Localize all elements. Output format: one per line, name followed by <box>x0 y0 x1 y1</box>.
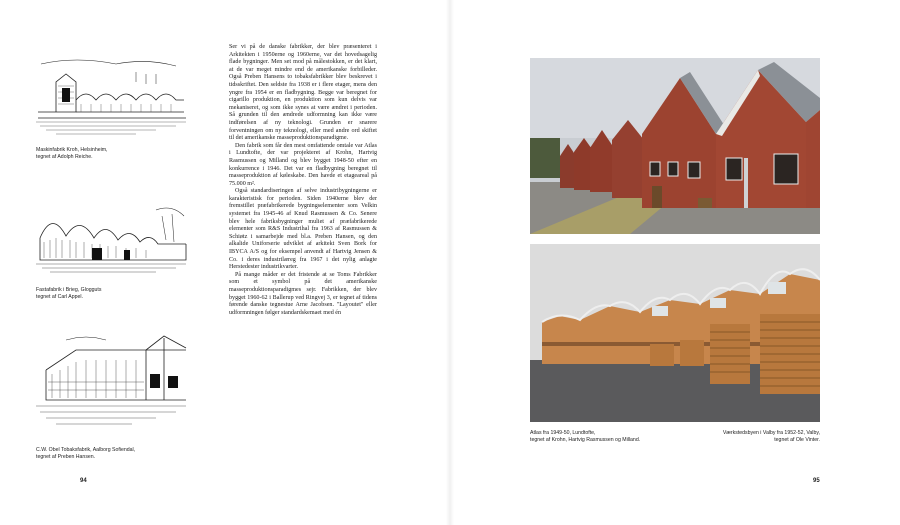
caption-line: tegnet af Preben Hansen. <box>36 454 96 461</box>
caption-1 <box>36 147 196 162</box>
photo-vaerkstedsbyen <box>530 244 820 422</box>
caption-line: Atlas fra 1949-50, Lundtofte, <box>530 430 596 436</box>
caption-line: tegnet af Adolph Reiche. <box>36 154 93 161</box>
caption-line: tegnet af Carl Appel. <box>36 294 84 301</box>
caption-vaerkstedsbyen <box>700 430 820 445</box>
caption-line: tegnet af Krohn, Hartvig Rasmussen og Milland. <box>530 437 641 444</box>
caption-line: C.W. Obel Tobaksfabrik, Aalborg Sofiendal, <box>36 447 136 453</box>
sketch-maskinfabrik <box>36 52 188 142</box>
photo-atlas <box>530 58 820 234</box>
caption-atlas <box>530 430 640 445</box>
body-text <box>229 44 377 317</box>
caption-2 <box>36 287 196 302</box>
caption-3 <box>36 447 196 462</box>
body-paragraph: Den fabrik som får den mest omfattende omtale var Atlas i Lundtofte, der var projekteret af Krohn, Hartvig Rasmussen og Milland og blev bygget 1948-50 efter en konkurrence i 1946. Det var en fladbygning beregnet til masseproduktion af køleskabe. Den havde et etageareal på 75.000 m². <box>229 142 377 187</box>
page-number-right: 95 <box>813 478 820 484</box>
sketch-fastafabrik <box>36 190 188 280</box>
sketch-tobaksfabrik <box>36 330 188 430</box>
caption-line: Værkstedsbyen i Valby fra 1952-52, Valby, <box>722 430 820 436</box>
book-gutter <box>446 0 454 525</box>
body-paragraph: På mange måder er det fristende at se Toms Fabrikker som et symbol på det amerikanske masseproduktionsparadigmes sejr. Fabrikken, der blev bygget 1960-62 i Ballerup ved Ringvej 3, er tegnet af tidens førende danske tegnestue Arne Jacobsen. "Layoutet" eller udformningen følger standardskemaet med én <box>229 271 377 316</box>
page-number-left: 94 <box>80 478 87 484</box>
body-paragraph: Ser vi på de danske fabrikker, der blev præsenteret i Arkitekten i 1950erne og 1960erne, var det hovedsagelig flade bygninger. Men set mod på målestokken, er det klart, at de var meget mindre end de amerikanske forbilleder. Også Preben Hansens to tobaksfabrikker blev beskrevet i tidsskriftet. Den seldste fra 1938 er i flere etager, mens den yngre fra 1954 er en fladbygning. Begge var beregnet for cigarillo produktion, en produktion som kun delvis var mekaniseret, og som ikke synes at være ændret i perioden. Så grunden til den ændrede udformning kan ikke være indførelsen af ny teknologi. Grunden er snarere forventningen om ny teknologi, eller med andre ord skiftet til det amerikanske masseproduktionsparadigme. <box>229 44 377 142</box>
caption-line: tegnet af Ole Vinter. <box>774 437 820 444</box>
caption-line: Maskinfabrik Kroh, Helsinheim, <box>36 147 108 153</box>
caption-line: Fastafabrik i Brieg, Glogguts <box>36 287 102 293</box>
body-paragraph: Også standardiseringen af selve industribygningerne er karakteristisk for perioden. Siden 1940erne blev der fremstillet præfabrikerede bygningselementer som Velkin systemet fra 1945-46 af Knud Rasmussen & Co. Senere blev hele fabriksbygninger muliet af præfabrikerede elementer som R&S Industrihal fra 1963 af Rasmussen & Schiøtz i samarbejde med bl.a. Preben Hansen, og den alkalide Uniforserie udviklet af arkitekt Sven Bork for IBYCA A/S og for eksempel anvendt af Hartvig Jensen & Co. i deres industrilæreg fra 1967 i det nylig anlagte Herstedester industrikvarter. <box>229 188 377 271</box>
